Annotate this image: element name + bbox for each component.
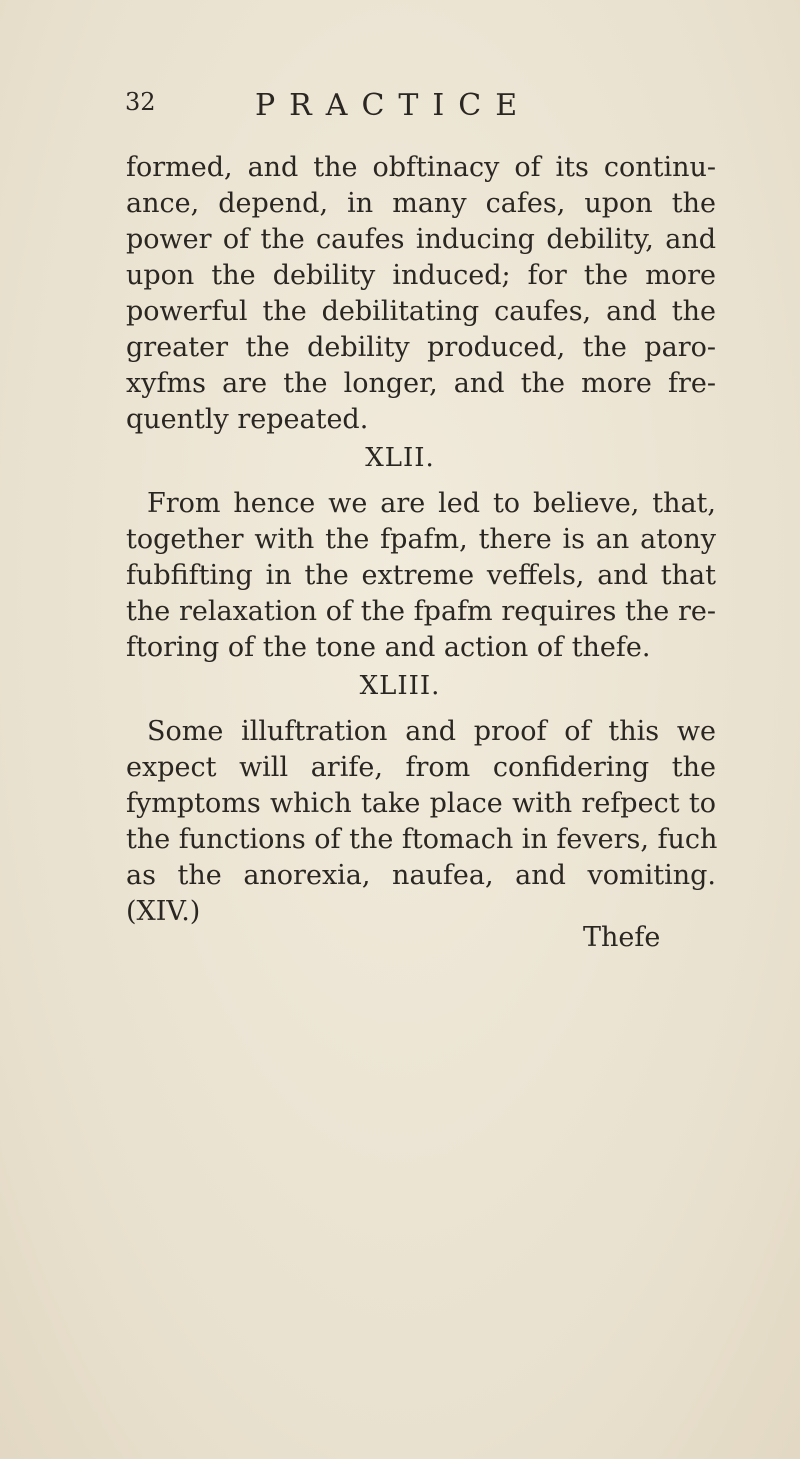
text-line: as the anorexia, naufea, and vomiting. — [126, 860, 716, 891]
text-line: power of the caufes inducing debility, and — [126, 224, 716, 255]
text-line: greater the debility produced, the paro- — [126, 332, 716, 363]
text-line: expect will arife, from confidering the — [126, 752, 716, 783]
section-heading-xlii: XLII. — [365, 443, 435, 473]
text-line: From hence we are led to believe, that, — [147, 488, 716, 519]
page-header — [0, 88, 800, 128]
text-line: fubfifting in the extreme veffels, and that — [126, 560, 716, 591]
text-line: ftoring of the tone and action of thefe. — [126, 632, 651, 663]
text-line: Some illuftration and proof of this we — [147, 716, 716, 747]
text-line: formed, and the obftinacy of its continu- — [126, 152, 716, 183]
text-line: powerful the debilitating caufes, and the — [126, 296, 716, 327]
text-line: (XIV.) — [126, 896, 201, 927]
text-line: fymptoms which take place with refpect to — [126, 788, 716, 819]
text-line: the relaxation of the fpafm requires the re- — [126, 596, 716, 627]
running-head: PRACTICE — [255, 88, 532, 123]
text-line: the functions of the ftomach in fevers, fuch — [126, 824, 718, 855]
catchword: Thefe — [583, 922, 661, 953]
section-heading-xliii: XLIII. — [359, 671, 441, 701]
text-line: xyfms are the longer, and the more fre- — [126, 368, 716, 399]
text-line: ance, depend, in many cafes, upon the — [126, 188, 716, 219]
text-line: together with the fpafm, there is an atony — [126, 524, 716, 555]
page-number: 32 — [125, 88, 156, 116]
text-line: quently repeated. — [126, 404, 369, 435]
text-line: upon the debility induced; for the more — [126, 260, 716, 291]
